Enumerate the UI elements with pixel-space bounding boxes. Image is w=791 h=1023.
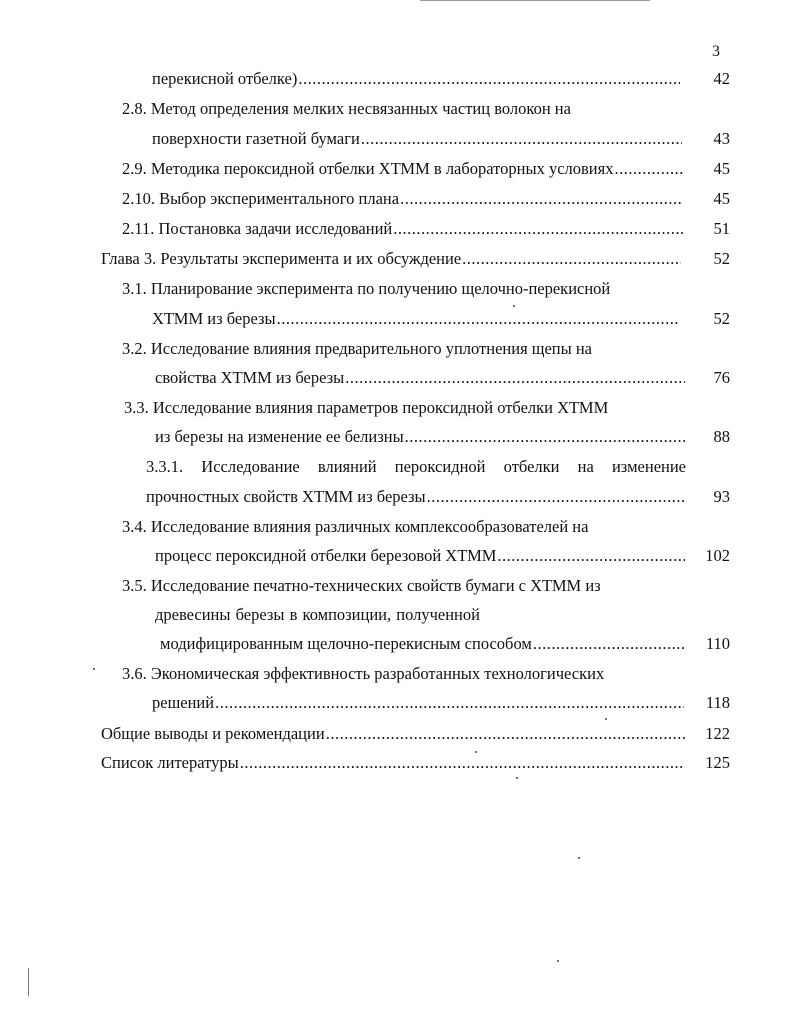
toc-entry-text: решений xyxy=(152,693,215,712)
toc-entry-title xyxy=(152,68,680,90)
toc-entry-text: перекисной отбелке) xyxy=(152,69,298,88)
scan-speck xyxy=(557,960,559,962)
toc-entry-text: процесс пероксидной отбелки березовой ХТММ xyxy=(155,546,497,565)
toc-entry-text: 3.5. Исследование печатно-технических свойств бумаги с ХТММ из xyxy=(122,576,601,595)
toc-entry-text: 3.2. Исследование влияния предварительного уплотнения щепы на xyxy=(122,339,593,358)
toc-entry xyxy=(0,278,791,300)
toc-entry-text: 3.3. Исследование влияния параметров пероксидной отбелки ХТММ xyxy=(124,398,609,417)
dot-leader xyxy=(326,723,685,745)
toc-entry xyxy=(0,604,791,626)
dot-leader xyxy=(240,752,685,774)
toc-entry xyxy=(0,633,791,655)
toc-entry-text: Общие выводы и рекомендации xyxy=(101,724,325,743)
scan-speck xyxy=(605,718,607,720)
toc-entry-title xyxy=(146,486,684,508)
toc-entry-title xyxy=(101,752,685,774)
dot-leader xyxy=(427,486,684,508)
toc-page-number: 45 xyxy=(713,189,730,208)
toc-entry-title xyxy=(122,158,684,180)
toc-entry xyxy=(0,308,791,330)
toc-entry xyxy=(0,486,791,508)
dot-leader xyxy=(400,188,682,210)
toc-entry-title xyxy=(122,188,682,210)
dot-leader xyxy=(533,633,685,655)
scan-speck xyxy=(513,305,515,307)
toc-entry-title xyxy=(155,545,685,567)
toc-page-number: 52 xyxy=(713,309,730,328)
toc-entry-text: 2.8. Метод определения мелких несвязанных частиц волокон на xyxy=(122,99,571,118)
dot-leader xyxy=(361,128,682,150)
toc-entry-title xyxy=(152,128,682,150)
toc-page-number: 102 xyxy=(705,546,730,565)
toc-entry xyxy=(0,426,791,448)
toc-page-number: 93 xyxy=(713,487,730,506)
toc-page-number: 42 xyxy=(713,69,730,88)
toc-entry xyxy=(0,218,791,240)
toc-entry xyxy=(0,128,791,150)
toc-entry-text: 2.11. Постановка задачи исследований xyxy=(122,219,393,238)
toc-entry-title xyxy=(101,248,681,270)
toc-page-number: 76 xyxy=(713,368,730,387)
toc-entry xyxy=(0,397,791,419)
dot-leader xyxy=(462,248,681,270)
toc-entry-text: свойства ХТММ из березы xyxy=(155,368,345,387)
toc-chapter xyxy=(0,723,791,745)
dot-leader xyxy=(215,692,684,714)
toc-page-number: 122 xyxy=(705,724,730,743)
toc-entry-text: 2.9. Методика пероксидной отбелки ХТММ в лабораторных условиях xyxy=(122,159,614,178)
toc-entry-text: 2.10. Выбор экспериментального плана xyxy=(122,189,400,208)
toc-entry xyxy=(0,456,791,478)
toc-entry-text: древесины березы в композиции, полученной xyxy=(155,605,480,624)
toc-entry-title xyxy=(155,367,685,389)
toc-page-number: 125 xyxy=(705,753,730,772)
toc-entry-title xyxy=(152,308,678,330)
toc-page-number: 51 xyxy=(713,219,730,238)
dot-leader xyxy=(497,545,685,567)
toc-page-number: 45 xyxy=(713,159,730,178)
toc-entry-text: из березы на изменение ее белизны xyxy=(155,427,404,446)
dot-leader xyxy=(345,367,685,389)
toc-entry-title xyxy=(152,692,684,714)
toc-entry xyxy=(0,692,791,714)
toc-entry-text: 3.6. Экономическая эффективность разработанных технологических xyxy=(122,664,605,683)
toc-entry-text: Глава 3. Результаты эксперимента и их обсуждение xyxy=(101,249,462,268)
toc-entry xyxy=(0,158,791,180)
toc-entry xyxy=(0,98,791,120)
page-number: 3 xyxy=(712,43,720,60)
toc-entry-title xyxy=(155,426,685,448)
toc-entry-title xyxy=(101,723,685,745)
scan-speck xyxy=(475,751,477,753)
toc-entry-text: поверхности газетной бумаги xyxy=(152,129,360,148)
toc-entry-text: Список литературы xyxy=(101,753,239,772)
toc-page-number: 88 xyxy=(713,427,730,446)
toc-entry xyxy=(0,338,791,360)
toc-entry xyxy=(0,575,791,597)
toc-chapter xyxy=(0,248,791,270)
toc-entry xyxy=(0,188,791,210)
toc-entry xyxy=(0,367,791,389)
toc-page-number: 43 xyxy=(713,129,730,148)
toc-entry xyxy=(0,545,791,567)
toc-entry xyxy=(0,663,791,685)
toc-entry-text: прочностных свойств ХТММ из березы xyxy=(146,487,426,506)
toc-entry-text: 3.4. Исследование влияния различных комплексообразователей на xyxy=(122,517,589,536)
toc-entry-title xyxy=(122,218,684,240)
scan-edge-mark xyxy=(28,968,29,996)
dot-leader xyxy=(277,308,678,330)
dot-leader xyxy=(393,218,684,240)
toc-entry-text: ХТММ из березы xyxy=(152,309,276,328)
scan-speck xyxy=(516,777,518,779)
toc-entry-text: модифицированным щелочно-перекисным способом xyxy=(160,634,532,653)
toc-entry xyxy=(0,516,791,538)
dot-leader xyxy=(405,426,685,448)
toc-entry-text: 3.3.1. Исследование влияний пероксидной отбелки на изменение xyxy=(146,457,686,476)
dot-leader xyxy=(298,68,680,90)
toc-chapter xyxy=(0,752,791,774)
toc-page-number: 110 xyxy=(705,634,730,653)
scan-speck xyxy=(93,668,95,670)
toc-page-number: 118 xyxy=(705,693,730,712)
toc-entry-text: 3.1. Планирование эксперимента по получению щелочно-перекисной xyxy=(122,279,611,298)
dot-leader xyxy=(614,158,684,180)
toc-page-number: 52 xyxy=(713,249,730,268)
scan-speck xyxy=(578,857,580,859)
toc-entry xyxy=(0,68,791,90)
toc-entry-title xyxy=(160,633,685,655)
